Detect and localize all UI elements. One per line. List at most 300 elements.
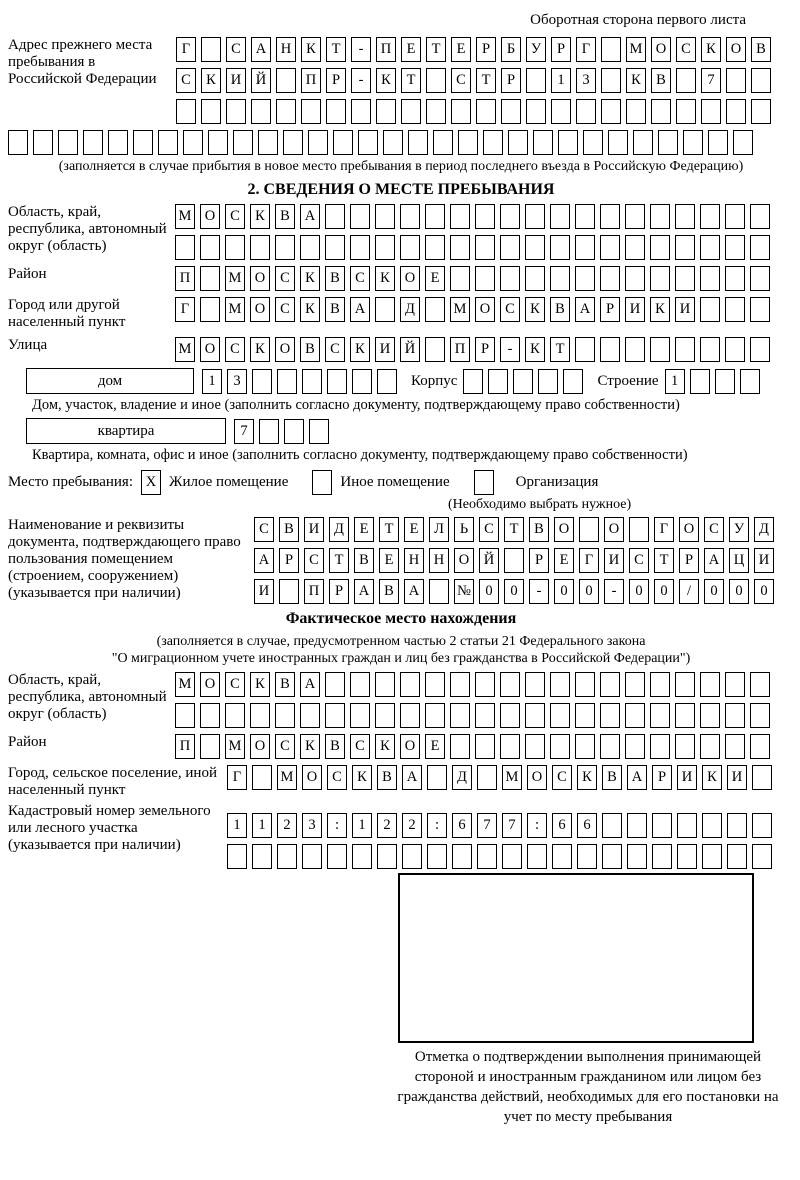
char-cell[interactable] bbox=[463, 369, 483, 394]
char-cell[interactable] bbox=[200, 266, 220, 291]
char-cell[interactable] bbox=[550, 672, 570, 697]
char-cell[interactable] bbox=[450, 734, 470, 759]
char-cell[interactable] bbox=[525, 266, 545, 291]
char-cell[interactable] bbox=[625, 672, 645, 697]
char-cell[interactable] bbox=[377, 844, 397, 869]
char-cell[interactable] bbox=[400, 204, 420, 229]
char-cell[interactable]: Р bbox=[329, 579, 349, 604]
char-cell[interactable] bbox=[550, 204, 570, 229]
char-cell[interactable] bbox=[300, 235, 320, 260]
char-cell[interactable] bbox=[575, 235, 595, 260]
char-cell[interactable]: А bbox=[251, 37, 271, 62]
char-cell[interactable] bbox=[233, 130, 253, 155]
char-cell[interactable]: К bbox=[352, 765, 372, 790]
char-cell[interactable]: М bbox=[225, 734, 245, 759]
char-cell[interactable] bbox=[477, 844, 497, 869]
char-cell[interactable] bbox=[400, 672, 420, 697]
char-cell[interactable] bbox=[650, 734, 670, 759]
char-cell[interactable]: К bbox=[250, 337, 270, 362]
char-cell[interactable]: И bbox=[604, 548, 624, 573]
char-cell[interactable] bbox=[651, 99, 671, 124]
char-cell[interactable] bbox=[475, 734, 495, 759]
char-cell[interactable]: О bbox=[200, 337, 220, 362]
char-cell[interactable]: В bbox=[602, 765, 622, 790]
char-cell[interactable]: М bbox=[450, 297, 470, 322]
char-cell[interactable]: О bbox=[250, 734, 270, 759]
char-cell[interactable]: А bbox=[575, 297, 595, 322]
char-cell[interactable]: 7 bbox=[701, 68, 721, 93]
char-cell[interactable] bbox=[708, 130, 728, 155]
char-cell[interactable] bbox=[302, 369, 322, 394]
char-cell[interactable]: К bbox=[626, 68, 646, 93]
char-cell[interactable] bbox=[690, 369, 710, 394]
char-cell[interactable] bbox=[426, 99, 446, 124]
char-cell[interactable] bbox=[427, 765, 447, 790]
char-cell[interactable] bbox=[750, 235, 770, 260]
char-cell[interactable] bbox=[725, 703, 745, 728]
char-cell[interactable]: Е bbox=[379, 548, 399, 573]
char-cell[interactable] bbox=[425, 204, 445, 229]
char-cell[interactable]: А bbox=[402, 765, 422, 790]
char-cell[interactable]: Р bbox=[600, 297, 620, 322]
char-cell[interactable] bbox=[133, 130, 153, 155]
char-cell[interactable]: Т bbox=[476, 68, 496, 93]
char-cell[interactable] bbox=[650, 204, 670, 229]
char-cell[interactable]: С bbox=[325, 337, 345, 362]
char-cell[interactable] bbox=[650, 337, 670, 362]
char-cell[interactable]: Е bbox=[425, 734, 445, 759]
char-cell[interactable]: С bbox=[500, 297, 520, 322]
char-cell[interactable] bbox=[700, 337, 720, 362]
char-cell[interactable]: О bbox=[651, 37, 671, 62]
char-cell[interactable] bbox=[525, 235, 545, 260]
char-cell[interactable]: Т bbox=[329, 548, 349, 573]
char-cell[interactable]: В bbox=[300, 337, 320, 362]
char-cell[interactable]: - bbox=[500, 337, 520, 362]
char-cell[interactable] bbox=[502, 844, 522, 869]
char-cell[interactable] bbox=[475, 672, 495, 697]
char-cell[interactable] bbox=[58, 130, 78, 155]
char-cell[interactable]: 6 bbox=[552, 813, 572, 838]
char-cell[interactable] bbox=[601, 68, 621, 93]
char-cell[interactable] bbox=[675, 672, 695, 697]
char-cell[interactable]: Й bbox=[400, 337, 420, 362]
char-cell[interactable]: В bbox=[550, 297, 570, 322]
char-cell[interactable]: В bbox=[279, 517, 299, 542]
char-cell[interactable] bbox=[526, 99, 546, 124]
char-cell[interactable]: Й bbox=[251, 68, 271, 93]
char-cell[interactable] bbox=[600, 337, 620, 362]
char-cell[interactable]: 0 bbox=[504, 579, 524, 604]
char-cell[interactable] bbox=[625, 734, 645, 759]
char-cell[interactable] bbox=[429, 579, 449, 604]
char-cell[interactable]: И bbox=[375, 337, 395, 362]
char-cell[interactable]: К bbox=[650, 297, 670, 322]
char-cell[interactable]: В bbox=[275, 672, 295, 697]
char-cell[interactable] bbox=[377, 369, 397, 394]
char-cell[interactable]: С bbox=[552, 765, 572, 790]
char-cell[interactable] bbox=[500, 235, 520, 260]
char-cell[interactable]: 3 bbox=[576, 68, 596, 93]
char-cell[interactable]: Г bbox=[176, 37, 196, 62]
char-cell[interactable]: С bbox=[254, 517, 274, 542]
char-cell[interactable] bbox=[477, 765, 497, 790]
char-cell[interactable] bbox=[277, 369, 297, 394]
char-cell[interactable]: Е bbox=[401, 37, 421, 62]
char-cell[interactable] bbox=[676, 99, 696, 124]
char-cell[interactable] bbox=[750, 297, 770, 322]
char-cell[interactable]: О bbox=[400, 266, 420, 291]
char-cell[interactable] bbox=[451, 99, 471, 124]
char-cell[interactable]: А bbox=[704, 548, 724, 573]
char-cell[interactable] bbox=[475, 204, 495, 229]
char-cell[interactable]: П bbox=[450, 337, 470, 362]
char-cell[interactable]: А bbox=[300, 204, 320, 229]
char-cell[interactable] bbox=[600, 734, 620, 759]
char-cell[interactable] bbox=[275, 703, 295, 728]
char-cell[interactable] bbox=[601, 99, 621, 124]
char-cell[interactable] bbox=[508, 130, 528, 155]
char-cell[interactable] bbox=[575, 703, 595, 728]
char-cell[interactable]: Р bbox=[551, 37, 571, 62]
char-cell[interactable] bbox=[752, 813, 772, 838]
char-cell[interactable]: К bbox=[375, 734, 395, 759]
char-cell[interactable] bbox=[425, 672, 445, 697]
char-cell[interactable] bbox=[627, 813, 647, 838]
char-cell[interactable]: П bbox=[304, 579, 324, 604]
char-cell[interactable] bbox=[33, 130, 53, 155]
char-cell[interactable] bbox=[600, 235, 620, 260]
char-cell[interactable] bbox=[675, 235, 695, 260]
char-cell[interactable] bbox=[400, 235, 420, 260]
char-cell[interactable]: С bbox=[225, 337, 245, 362]
char-cell[interactable] bbox=[183, 130, 203, 155]
char-cell[interactable] bbox=[252, 765, 272, 790]
char-cell[interactable]: 6 bbox=[577, 813, 597, 838]
char-cell[interactable]: 7 bbox=[477, 813, 497, 838]
char-cell[interactable] bbox=[525, 204, 545, 229]
char-cell[interactable]: С bbox=[350, 734, 370, 759]
char-cell[interactable]: К bbox=[376, 68, 396, 93]
char-cell[interactable]: 0 bbox=[654, 579, 674, 604]
char-cell[interactable]: - bbox=[529, 579, 549, 604]
char-cell[interactable]: С bbox=[350, 266, 370, 291]
char-cell[interactable]: К bbox=[300, 734, 320, 759]
char-cell[interactable] bbox=[550, 734, 570, 759]
char-cell[interactable] bbox=[652, 844, 672, 869]
char-cell[interactable]: Л bbox=[429, 517, 449, 542]
char-cell[interactable]: 7 bbox=[234, 419, 254, 444]
char-cell[interactable] bbox=[358, 130, 378, 155]
char-cell[interactable]: М bbox=[626, 37, 646, 62]
char-cell[interactable]: Р bbox=[476, 37, 496, 62]
char-cell[interactable]: О bbox=[454, 548, 474, 573]
char-cell[interactable]: М bbox=[175, 672, 195, 697]
char-cell[interactable]: Н bbox=[276, 37, 296, 62]
char-cell[interactable]: 1 bbox=[202, 369, 222, 394]
char-cell[interactable] bbox=[725, 734, 745, 759]
char-cell[interactable] bbox=[325, 672, 345, 697]
char-cell[interactable] bbox=[208, 130, 228, 155]
char-cell[interactable]: 0 bbox=[729, 579, 749, 604]
char-cell[interactable]: - bbox=[351, 37, 371, 62]
char-cell[interactable] bbox=[327, 369, 347, 394]
char-cell[interactable]: 0 bbox=[754, 579, 774, 604]
char-cell[interactable]: С bbox=[704, 517, 724, 542]
char-cell[interactable]: У bbox=[526, 37, 546, 62]
char-cell[interactable] bbox=[550, 266, 570, 291]
char-cell[interactable]: 0 bbox=[554, 579, 574, 604]
char-cell[interactable] bbox=[225, 235, 245, 260]
char-cell[interactable] bbox=[376, 99, 396, 124]
char-cell[interactable]: - bbox=[604, 579, 624, 604]
char-cell[interactable]: О bbox=[250, 266, 270, 291]
char-cell[interactable] bbox=[500, 672, 520, 697]
char-cell[interactable] bbox=[533, 130, 553, 155]
char-cell[interactable] bbox=[558, 130, 578, 155]
char-cell[interactable] bbox=[575, 204, 595, 229]
char-cell[interactable] bbox=[350, 204, 370, 229]
char-cell[interactable] bbox=[602, 813, 622, 838]
checkbox-organization[interactable] bbox=[474, 470, 494, 495]
char-cell[interactable] bbox=[450, 235, 470, 260]
char-cell[interactable] bbox=[725, 672, 745, 697]
char-cell[interactable]: Т bbox=[326, 37, 346, 62]
char-cell[interactable]: : bbox=[527, 813, 547, 838]
char-cell[interactable] bbox=[575, 672, 595, 697]
char-cell[interactable]: Е bbox=[425, 266, 445, 291]
char-cell[interactable] bbox=[383, 130, 403, 155]
char-cell[interactable]: 1 bbox=[352, 813, 372, 838]
char-cell[interactable]: О bbox=[527, 765, 547, 790]
char-cell[interactable]: С bbox=[176, 68, 196, 93]
char-cell[interactable] bbox=[108, 130, 128, 155]
char-cell[interactable]: 6 bbox=[452, 813, 472, 838]
char-cell[interactable]: Д bbox=[400, 297, 420, 322]
char-cell[interactable]: О bbox=[200, 672, 220, 697]
char-cell[interactable] bbox=[333, 130, 353, 155]
char-cell[interactable] bbox=[727, 813, 747, 838]
char-cell[interactable] bbox=[475, 235, 495, 260]
char-cell[interactable]: Д bbox=[452, 765, 472, 790]
char-cell[interactable]: М bbox=[175, 204, 195, 229]
char-cell[interactable] bbox=[375, 204, 395, 229]
char-cell[interactable]: Р bbox=[279, 548, 299, 573]
char-cell[interactable]: 3 bbox=[227, 369, 247, 394]
char-cell[interactable] bbox=[200, 297, 220, 322]
char-cell[interactable] bbox=[501, 99, 521, 124]
char-cell[interactable] bbox=[675, 703, 695, 728]
char-cell[interactable] bbox=[550, 235, 570, 260]
char-cell[interactable] bbox=[275, 235, 295, 260]
char-cell[interactable]: Р bbox=[679, 548, 699, 573]
char-cell[interactable]: А bbox=[350, 297, 370, 322]
char-cell[interactable] bbox=[276, 68, 296, 93]
char-cell[interactable]: А bbox=[300, 672, 320, 697]
char-cell[interactable]: - bbox=[351, 68, 371, 93]
char-cell[interactable]: Г bbox=[579, 548, 599, 573]
char-cell[interactable]: И bbox=[675, 297, 695, 322]
char-cell[interactable] bbox=[450, 266, 470, 291]
char-cell[interactable]: Н bbox=[404, 548, 424, 573]
char-cell[interactable] bbox=[408, 130, 428, 155]
char-cell[interactable]: В bbox=[377, 765, 397, 790]
char-cell[interactable] bbox=[500, 266, 520, 291]
char-cell[interactable]: / bbox=[679, 579, 699, 604]
char-cell[interactable] bbox=[715, 369, 735, 394]
char-cell[interactable] bbox=[733, 130, 753, 155]
char-cell[interactable] bbox=[500, 204, 520, 229]
char-cell[interactable] bbox=[583, 130, 603, 155]
char-cell[interactable] bbox=[158, 130, 178, 155]
char-cell[interactable] bbox=[308, 130, 328, 155]
char-cell[interactable]: Р bbox=[501, 68, 521, 93]
char-cell[interactable]: В bbox=[379, 579, 399, 604]
char-cell[interactable]: К bbox=[250, 672, 270, 697]
char-cell[interactable] bbox=[725, 235, 745, 260]
char-cell[interactable]: А bbox=[254, 548, 274, 573]
char-cell[interactable] bbox=[525, 734, 545, 759]
char-cell[interactable]: К bbox=[300, 297, 320, 322]
char-cell[interactable] bbox=[175, 703, 195, 728]
char-cell[interactable]: В bbox=[651, 68, 671, 93]
char-cell[interactable]: О bbox=[726, 37, 746, 62]
char-cell[interactable]: Г bbox=[654, 517, 674, 542]
char-cell[interactable] bbox=[625, 703, 645, 728]
char-cell[interactable]: Г bbox=[175, 297, 195, 322]
char-cell[interactable]: 0 bbox=[579, 579, 599, 604]
char-cell[interactable]: О bbox=[302, 765, 322, 790]
char-cell[interactable]: К bbox=[250, 204, 270, 229]
char-cell[interactable]: 1 bbox=[227, 813, 247, 838]
char-cell[interactable]: В bbox=[529, 517, 549, 542]
char-cell[interactable] bbox=[650, 672, 670, 697]
char-cell[interactable] bbox=[326, 99, 346, 124]
char-cell[interactable] bbox=[740, 369, 760, 394]
checkbox-other-premises[interactable] bbox=[312, 470, 332, 495]
char-cell[interactable]: Й bbox=[479, 548, 499, 573]
char-cell[interactable] bbox=[601, 37, 621, 62]
char-cell[interactable]: Е bbox=[404, 517, 424, 542]
char-cell[interactable]: М bbox=[502, 765, 522, 790]
char-cell[interactable]: И bbox=[754, 548, 774, 573]
char-cell[interactable] bbox=[725, 337, 745, 362]
char-cell[interactable] bbox=[675, 337, 695, 362]
char-cell[interactable] bbox=[629, 517, 649, 542]
char-cell[interactable]: С bbox=[629, 548, 649, 573]
char-cell[interactable] bbox=[550, 703, 570, 728]
char-cell[interactable]: К bbox=[301, 37, 321, 62]
char-cell[interactable] bbox=[751, 99, 771, 124]
char-cell[interactable]: К bbox=[577, 765, 597, 790]
char-cell[interactable]: Д bbox=[329, 517, 349, 542]
char-cell[interactable] bbox=[750, 337, 770, 362]
char-cell[interactable] bbox=[725, 204, 745, 229]
char-cell[interactable] bbox=[375, 672, 395, 697]
char-cell[interactable] bbox=[250, 703, 270, 728]
char-cell[interactable]: 2 bbox=[277, 813, 297, 838]
char-cell[interactable]: 1 bbox=[665, 369, 685, 394]
char-cell[interactable] bbox=[258, 130, 278, 155]
char-cell[interactable]: П bbox=[301, 68, 321, 93]
char-cell[interactable] bbox=[625, 266, 645, 291]
char-cell[interactable] bbox=[626, 99, 646, 124]
char-cell[interactable] bbox=[702, 813, 722, 838]
char-cell[interactable] bbox=[677, 813, 697, 838]
char-cell[interactable] bbox=[577, 844, 597, 869]
char-cell[interactable] bbox=[727, 844, 747, 869]
char-cell[interactable] bbox=[201, 99, 221, 124]
char-cell[interactable]: О bbox=[200, 204, 220, 229]
char-cell[interactable] bbox=[675, 204, 695, 229]
char-cell[interactable]: Д bbox=[754, 517, 774, 542]
char-cell[interactable] bbox=[425, 703, 445, 728]
char-cell[interactable] bbox=[650, 235, 670, 260]
char-cell[interactable]: Р bbox=[475, 337, 495, 362]
char-cell[interactable] bbox=[488, 369, 508, 394]
char-cell[interactable] bbox=[700, 235, 720, 260]
char-cell[interactable]: К bbox=[525, 337, 545, 362]
char-cell[interactable]: С bbox=[225, 204, 245, 229]
char-cell[interactable] bbox=[675, 266, 695, 291]
char-cell[interactable] bbox=[475, 703, 495, 728]
char-cell[interactable] bbox=[375, 703, 395, 728]
char-cell[interactable]: Ь bbox=[454, 517, 474, 542]
char-cell[interactable] bbox=[702, 844, 722, 869]
char-cell[interactable] bbox=[538, 369, 558, 394]
char-cell[interactable] bbox=[750, 734, 770, 759]
char-cell[interactable]: С bbox=[479, 517, 499, 542]
char-cell[interactable] bbox=[676, 68, 696, 93]
char-cell[interactable]: Г bbox=[576, 37, 596, 62]
char-cell[interactable]: У bbox=[729, 517, 749, 542]
char-cell[interactable]: Р bbox=[652, 765, 672, 790]
char-cell[interactable] bbox=[650, 703, 670, 728]
char-cell[interactable] bbox=[83, 130, 103, 155]
char-cell[interactable]: И bbox=[304, 517, 324, 542]
char-cell[interactable]: О bbox=[400, 734, 420, 759]
char-cell[interactable]: А bbox=[404, 579, 424, 604]
char-cell[interactable] bbox=[201, 37, 221, 62]
char-cell[interactable] bbox=[700, 204, 720, 229]
char-cell[interactable]: П bbox=[376, 37, 396, 62]
char-cell[interactable]: С bbox=[275, 734, 295, 759]
char-cell[interactable]: С bbox=[225, 672, 245, 697]
char-cell[interactable] bbox=[325, 703, 345, 728]
char-cell[interactable] bbox=[600, 266, 620, 291]
char-cell[interactable] bbox=[725, 266, 745, 291]
char-cell[interactable] bbox=[650, 266, 670, 291]
char-cell[interactable] bbox=[602, 844, 622, 869]
char-cell[interactable]: С bbox=[451, 68, 471, 93]
char-cell[interactable] bbox=[652, 813, 672, 838]
char-cell[interactable]: И bbox=[677, 765, 697, 790]
char-cell[interactable]: К bbox=[375, 266, 395, 291]
char-cell[interactable]: О bbox=[554, 517, 574, 542]
char-cell[interactable] bbox=[563, 369, 583, 394]
char-cell[interactable]: С bbox=[676, 37, 696, 62]
char-cell[interactable]: М bbox=[277, 765, 297, 790]
char-cell[interactable] bbox=[283, 130, 303, 155]
char-cell[interactable] bbox=[250, 235, 270, 260]
char-cell[interactable]: М bbox=[225, 266, 245, 291]
char-cell[interactable] bbox=[176, 99, 196, 124]
char-cell[interactable] bbox=[483, 130, 503, 155]
char-cell[interactable] bbox=[425, 235, 445, 260]
char-cell[interactable]: М bbox=[175, 337, 195, 362]
char-cell[interactable]: О bbox=[679, 517, 699, 542]
char-cell[interactable]: Н bbox=[429, 548, 449, 573]
